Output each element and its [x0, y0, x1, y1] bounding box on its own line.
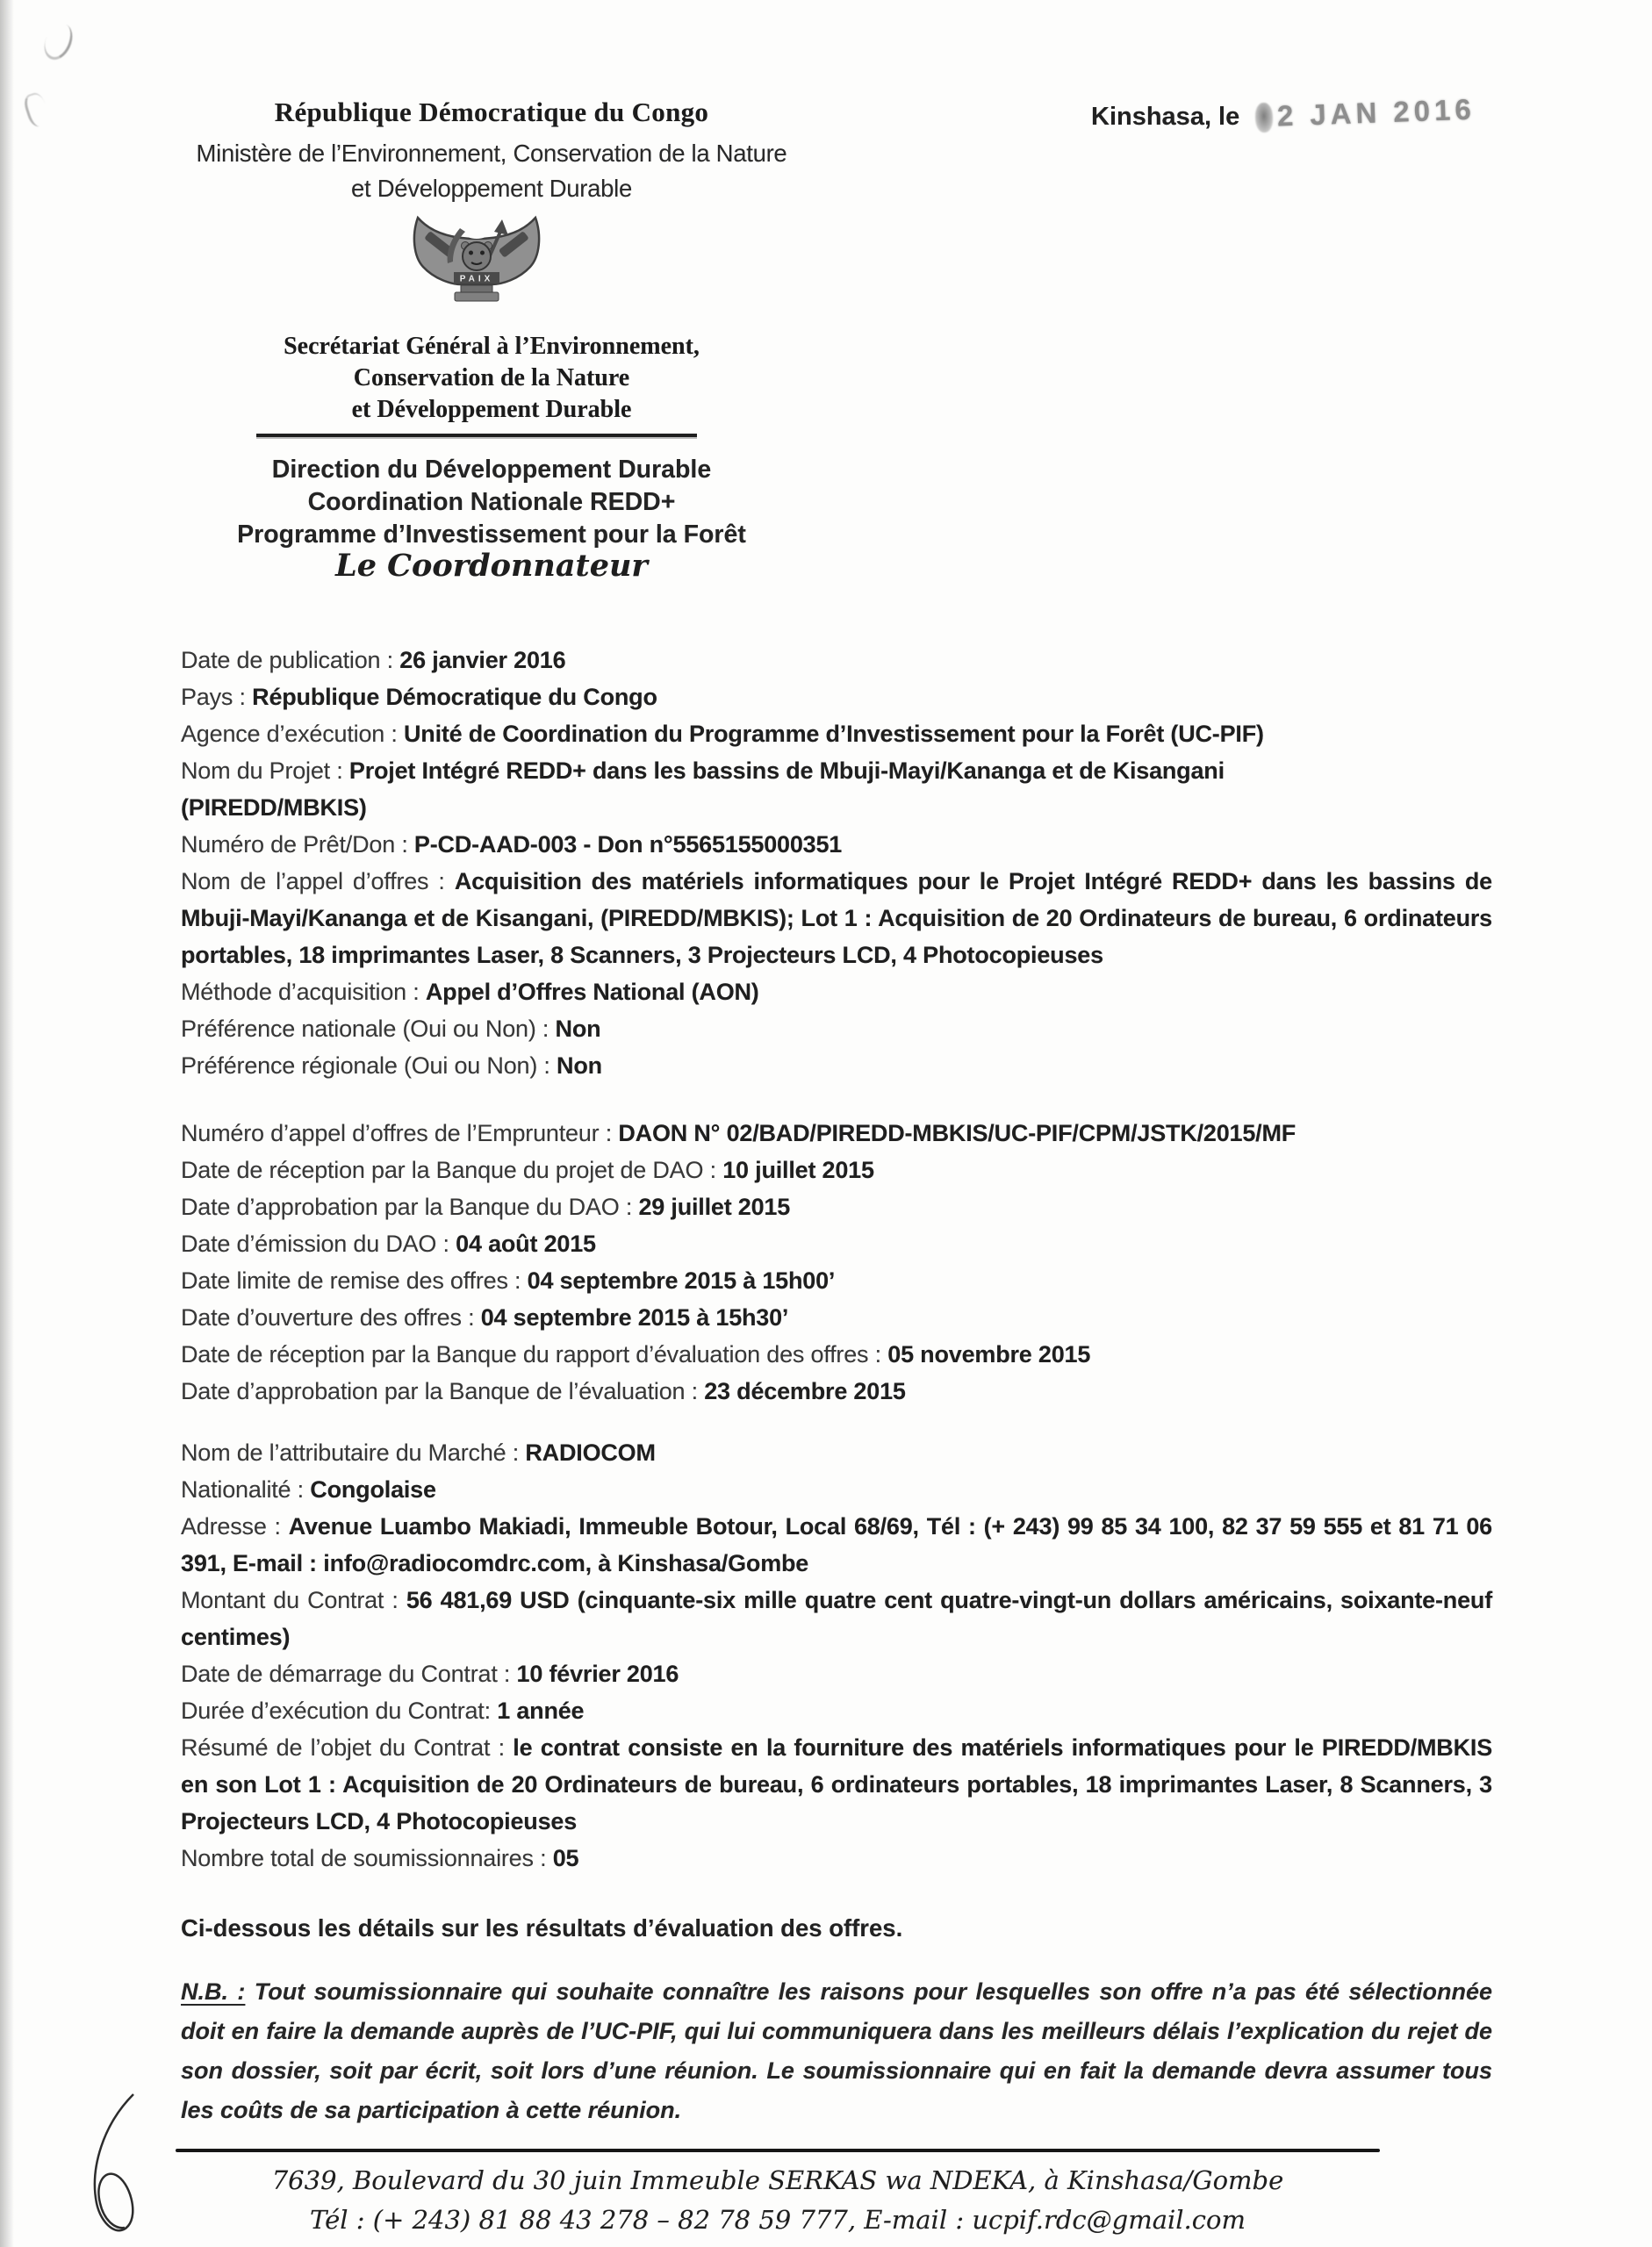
field-label: Nationalité : [181, 1476, 311, 1503]
field-value: Avenue Luambo Makiadi, Immeuble Botour, Local 68/69, Tél : (+ 243) 99 85 34 100, 82 37 59 555 et 81 71 06 391, E-mail : info@radiocomdrc.com, à Kinshasa/Gombe [181, 1513, 1492, 1576]
date-stamp [1255, 93, 1476, 134]
field-row-reception-dao [181, 1152, 1492, 1188]
closing-sentence: Ci-dessous les détails sur les résultats d’évaluation des offres. [181, 1914, 903, 1942]
field-label: Date limite de remise des offres : [181, 1267, 528, 1294]
ministry-name [132, 136, 851, 206]
field-value: 05 novembre 2015 [887, 1341, 1091, 1368]
field-row-appel-offres [181, 863, 1492, 973]
emblem-motto: PAIX [459, 274, 494, 284]
field-label: Nom de l’appel d’offres : [181, 868, 455, 894]
stamp-month: JAN [1309, 96, 1383, 132]
field-label: Agence d’exécution : [181, 721, 404, 747]
field-label: Nom du Projet : [181, 757, 349, 784]
ministry-line1: Ministère de l’Environnement, Conservation de la Nature [196, 140, 787, 167]
field-value: Appel d’Offres National (AON) [425, 979, 759, 1005]
footer-contact: Tél : (+ 243) 81 88 43 278 – 82 78 59 777, E-mail : ucpif.rdc@gmail.com [310, 2205, 1246, 2235]
field-row-approbation-dao [181, 1188, 1492, 1225]
nb-paragraph [181, 1972, 1492, 2130]
field-row-soumissionnaires [181, 1840, 1492, 1877]
field-label: Date d’émission du DAO : [181, 1231, 456, 1257]
signatory-title: Le Coordonnateur [335, 548, 648, 584]
procurement-dates-block [181, 1115, 1492, 1410]
field-label: Adresse : [181, 1513, 289, 1540]
field-label: Date d’approbation par la Banque du DAO : [181, 1194, 639, 1220]
secretariat-line3: et Développement Durable [351, 396, 632, 423]
field-row-pref-nationale [181, 1010, 1492, 1047]
pen-loop-artifact [79, 2087, 176, 2247]
field-value: Unité de Coordination du Programme d’Investissement pour la Forêt (UC-PIF) [403, 721, 1264, 747]
nb-label: N.B. : [181, 1978, 246, 2005]
field-label: Nom de l’attributaire du Marché : [181, 1439, 526, 1466]
field-label: Numéro d’appel d’offres de l’Emprunteur : [181, 1120, 619, 1146]
field-value: 04 septembre 2015 à 15h00’ [527, 1267, 836, 1294]
field-row-attributaire [181, 1434, 1492, 1471]
field-value: DAON N° 02/BAD/PIREDD-MBKIS/UC-PIF/CPM/JSTK/2015/MF [618, 1120, 1296, 1146]
secretariat-line1: Secrétariat Général à l’Environnement, [284, 333, 700, 360]
field-row-date-publication [181, 642, 1492, 678]
field-label: Montant du Contrat : [181, 1587, 406, 1613]
field-label: Nombre total de soumissionnaires : [181, 1845, 553, 1871]
field-row-pays [181, 678, 1492, 715]
field-value: 23 décembre 2015 [704, 1378, 906, 1404]
field-value: République Démocratique du Congo [252, 684, 657, 710]
footer-divider-rule [176, 2149, 1380, 2152]
field-label: Préférence nationale (Oui ou Non) : [181, 1016, 556, 1042]
field-row-approbation-evaluation [181, 1373, 1492, 1410]
field-value: 04 août 2015 [456, 1231, 596, 1257]
stamp-day: 2 [1276, 98, 1299, 133]
field-label: Date d’ouverture des offres : [181, 1304, 481, 1331]
field-label: Numéro de Prêt/Don : [181, 831, 414, 858]
field-row-resume [181, 1729, 1492, 1840]
field-value: 05 [552, 1845, 579, 1871]
field-value: Congolaise [310, 1476, 436, 1503]
field-value: RADIOCOM [525, 1439, 656, 1466]
field-label: Date de démarrage du Contrat : [181, 1661, 517, 1687]
field-value: Non [555, 1016, 601, 1042]
field-row-demarrage [181, 1655, 1492, 1692]
field-row-emission-dao [181, 1225, 1492, 1262]
field-row-adresse [181, 1508, 1492, 1582]
field-row-nom-projet [181, 752, 1492, 826]
country-title: République Démocratique du Congo [274, 97, 709, 127]
secretariat-line2: Conservation de la Nature [353, 364, 630, 391]
scan-artifact-mark [22, 90, 52, 128]
field-label: Préférence régionale (Oui ou Non) : [181, 1052, 557, 1079]
secretariat-title [167, 331, 816, 426]
field-value: P-CD-AAD-003 - Don n°5565155000351 [413, 831, 843, 858]
drc-coat-of-arms-emblem [411, 205, 542, 313]
field-value: 56 481,69 USD (cinquante-six mille quatre cent quatre-vingt-un dollars américains, soixante-neuf centimes) [181, 1587, 1492, 1650]
field-label: Date de réception par la Banque du rapport d’évaluation des offres : [181, 1341, 888, 1368]
field-label: Pays : [181, 684, 253, 710]
field-label: Résumé de l’objet du Contrat : [181, 1734, 514, 1761]
field-row-montant [181, 1582, 1492, 1655]
scan-edge-shadow [0, 0, 14, 2247]
field-value: 04 septembre 2015 à 15h30’ [480, 1304, 789, 1331]
direction-title [167, 454, 816, 551]
field-row-agence [181, 715, 1492, 752]
direction-line2: Coordination Nationale REDD+ [307, 488, 676, 516]
field-label: Durée d’exécution du Contrat: [181, 1698, 498, 1724]
field-value: 1 année [497, 1698, 585, 1724]
field-row-duree [181, 1692, 1492, 1729]
publication-details-block [181, 642, 1492, 1084]
field-row-rapport-evaluation [181, 1336, 1492, 1373]
scan-artifact-mark [40, 19, 78, 64]
kinshasa-label: Kinshasa, le [1091, 103, 1240, 131]
field-value: 10 février 2016 [516, 1661, 679, 1687]
stamp-smudge [1255, 103, 1274, 133]
date-line [1091, 92, 1476, 133]
field-row-numero-pret [181, 826, 1492, 863]
field-row-ouverture [181, 1299, 1492, 1336]
field-value: le contrat consiste en la fourniture des matériels informatiques pour le PIREDD/MBKIS en son Lot 1 : Acquisition de 20 Ordinateurs de bureau, 6 ordinateurs portables, 18 imprimantes Laser, 8 Scanners, 3 Projecteurs LCD, 4 Photocopieuses [181, 1734, 1493, 1834]
field-label: Date de publication : [181, 647, 400, 673]
field-row-nationalite [181, 1471, 1492, 1508]
field-value: Non [557, 1052, 602, 1079]
footer-address: 7639, Boulevard du 30 juin Immeuble SERKAS wa NDEKA, à Kinshasa/Gombe [271, 2165, 1284, 2195]
field-label: Date de réception par la Banque du projet de DAO : [181, 1157, 723, 1183]
field-row-methode [181, 973, 1492, 1010]
footer [176, 2161, 1380, 2240]
field-value: Acquisition des matériels informatiques pour le Projet Intégré REDD+ dans les bassins de Mbuji-Mayi/Kananga et de Kisangani, (PIREDD/MBKIS); Lot 1 : Acquisition de 20 Ordinateurs de bureau, 6 ordinateurs portables, 18 imprimantes Laser, 8 Scanners, 3 Projecteurs LCD, 4 Photocopieuses [181, 868, 1492, 968]
field-value: Projet Intégré REDD+ dans les bassins de Mbuji-Mayi/Kananga et de Kisangani [348, 757, 1225, 784]
field-row-daon [181, 1115, 1492, 1152]
direction-line3: Programme d’Investissement pour la Forêt [237, 520, 746, 549]
nb-text: Tout soumissionnaire qui souhaite connaître les raisons pour lesquelles son offre n’a pas été sélectionnée doit en faire la demande auprès de l’UC-PIF, qui lui communiquera dans les meilleurs délais l’explication du rejet de son dossier, soit par écrit, soit lors d’une réunion. Le soumissionnaire qui en fait la demande devra assumer tous les coûts de sa participation à cette réunion. [181, 1978, 1493, 2123]
ministry-line2: et Développement Durable [351, 175, 632, 202]
header-divider-rule [256, 434, 697, 437]
field-value: 29 juillet 2015 [638, 1194, 791, 1220]
field-label: Date d’approbation par la Banque de l’évaluation : [181, 1378, 705, 1404]
field-row-pref-regionale [181, 1047, 1492, 1084]
field-row-date-limite [181, 1262, 1492, 1299]
field-value: 10 juillet 2015 [722, 1157, 874, 1183]
direction-line1: Direction du Développement Durable [271, 456, 712, 484]
award-details-block [181, 1434, 1492, 1877]
stamp-year: 2016 [1392, 92, 1476, 128]
field-label: Méthode d’acquisition : [181, 979, 426, 1005]
field-value: 26 janvier 2016 [399, 647, 566, 673]
field-value-continued: (PIREDD/MBKIS) [181, 794, 367, 821]
